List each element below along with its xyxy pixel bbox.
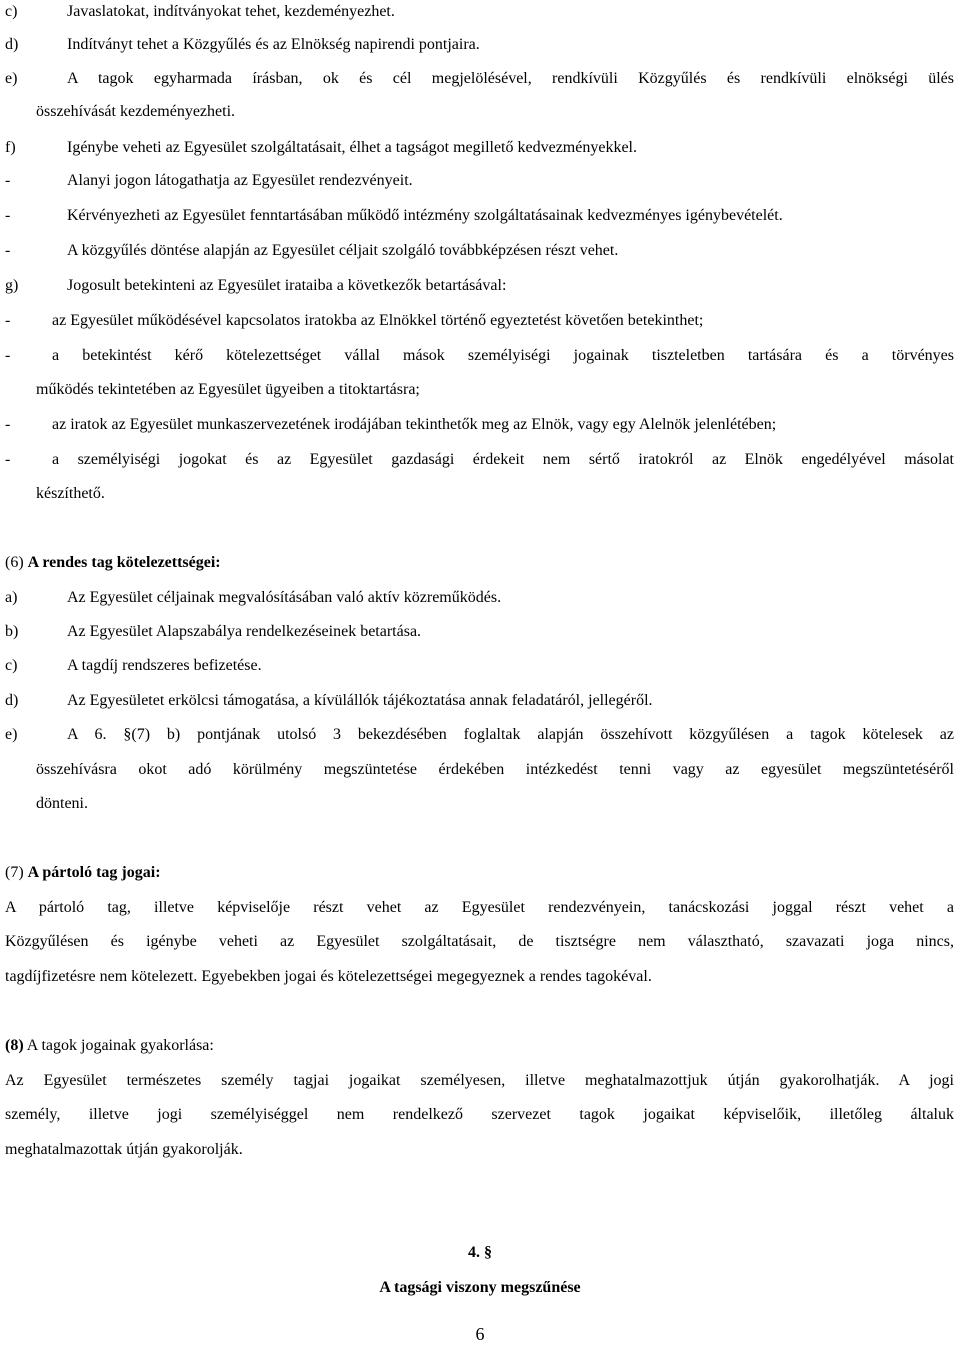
item-text: Indítványt tehet a Közgyűlés és az Elnökség napirendi pontjaira. [67, 36, 480, 53]
list-item-e-continuation [0, 792, 960, 816]
list-item-e-continuation [0, 758, 960, 782]
item-text: Javaslatokat, indítványokat tehet, kezdeményezhet. [67, 3, 395, 20]
section-title: A tagok jogainak gyakorlása: [26, 1037, 214, 1054]
dash-item [0, 413, 960, 437]
item-text: Kérvényezheti az Egyesület fenntartásában működő intézmény szolgáltatásainak kedvezményes igénybevételét. [67, 207, 783, 224]
item-text: A tagdíj rendszeres befizetése. [67, 657, 262, 674]
item-marker: d) [5, 692, 19, 709]
list-item-d [0, 689, 960, 713]
dash-item-continuation [0, 378, 960, 402]
section-title: A pártoló tag jogai: [27, 864, 161, 881]
dash-item [0, 344, 960, 368]
item-text: a személyiségi jogokat és az Egyesület gazdasági érdekeit nem sértő iratokról az Elnök engedélyével másolat [52, 451, 954, 468]
item-marker: c) [5, 657, 18, 674]
chapter-number [0, 1241, 960, 1265]
item-text: Az Egyesület céljainak megvalósításában való aktív közreműködés. [67, 589, 502, 606]
section-title: A rendes tag kötelezettségei: [27, 554, 221, 571]
item-marker: b) [5, 623, 19, 640]
list-item-b [0, 620, 960, 644]
chapter-title-text: A tagsági viszony megszűnése [379, 1279, 581, 1296]
item-text: összehívását kezdeményezheti. [36, 103, 236, 120]
list-item-f [0, 136, 960, 160]
section-heading-6 [0, 551, 960, 575]
paragraph-line [0, 1138, 960, 1162]
item-marker: g) [5, 277, 19, 294]
paragraph-text: személy, illetve jogi személyiséggel nem rendelkező szervezet tagok jogaikat képviselőik, illetőleg általuk [5, 1106, 954, 1123]
chapter-title [0, 1276, 960, 1300]
paragraph-line [0, 930, 960, 954]
dash-item-continuation [0, 482, 960, 506]
item-text: készíthető. [36, 485, 105, 502]
item-text: Az Egyesületet erkölcsi támogatása, a kívülállók tájékoztatása annak feladatáról, jellegéről. [67, 692, 653, 709]
item-marker: e) [5, 70, 18, 87]
dash-item [0, 309, 960, 333]
list-item-c [0, 654, 960, 678]
dash-marker: - [5, 347, 11, 364]
dash-item [0, 448, 960, 472]
item-text: Az Egyesület Alapszabálya rendelkezéseinek betartása. [67, 623, 422, 640]
item-marker: d) [5, 36, 19, 53]
item-text: dönteni. [36, 795, 88, 812]
paragraph-text: Az Egyesület természetes személy tagjai jogaikat személyesen, illetve meghatalmazottjuk útján gyakorolhatják. A jogi [5, 1072, 954, 1089]
item-marker: c) [5, 3, 18, 20]
list-item-a [0, 586, 960, 610]
list-item-e-continuation [0, 100, 960, 124]
item-text: összehívásra okot adó körülmény megszüntetése érdekében intézkedést tenni vagy az egyesület megszüntetéséről [36, 761, 954, 778]
dash-marker: - [5, 172, 11, 189]
item-marker: f) [5, 139, 16, 156]
item-text: működés tekintetében az Egyesület ügyeiben a titoktartásra; [36, 381, 420, 398]
dash-item [0, 169, 960, 193]
item-text: A 6. §(7) b) pontjának utolsó 3 bekezdésében foglaltak alapján összehívott közgyűlésen a tagok kötelesek az [67, 726, 954, 743]
section-number: (6) [5, 554, 24, 571]
paragraph-text: meghatalmazottak útján gyakorolják. [5, 1141, 243, 1158]
dash-marker: - [5, 207, 11, 224]
dash-marker: - [5, 451, 11, 468]
item-text: Igénybe veheti az Egyesület szolgáltatásait, élhet a tagságot megillető kedvezményekkel. [67, 139, 637, 156]
chapter-number-text: 4. § [468, 1244, 492, 1261]
list-item-g [0, 274, 960, 298]
item-marker: e) [5, 726, 18, 743]
paragraph-line [0, 965, 960, 989]
dash-item [0, 239, 960, 263]
item-text: A tagok egyharmada írásban, ok és cél megjelölésével, rendkívüli Közgyűlés és rendkívüli elnökségi ülés [67, 70, 954, 87]
paragraph-text: Közgyűlésen és igénybe veheti az Egyesület szolgáltatásait, de tisztségre nem választható, szavazati joga nincs, [5, 933, 954, 950]
section-number: (7) [5, 864, 24, 881]
paragraph-text: A pártoló tag, illetve képviselője részt vehet az Egyesület rendezvényein, tanácskozási joggal részt vehet a [5, 899, 954, 916]
page-number [0, 1322, 960, 1346]
item-text: Jogosult betekinteni az Egyesület irataiba a következők betartásával: [67, 277, 507, 294]
item-marker: a) [5, 589, 18, 606]
item-text: az Egyesület működésével kapcsolatos iratokba az Elnökkel történő egyeztetést követően betekinthet; [52, 312, 704, 329]
paragraph-text: tagdíjfizetésre nem kötelezett. Egyebekben jogai és kötelezettségei megegyeznek a rendes tagokéval. [5, 968, 652, 985]
section-number: (8) [5, 1037, 24, 1054]
page-number-text: 6 [475, 1324, 485, 1344]
list-item-e [0, 67, 960, 91]
item-text: az iratok az Egyesület munkaszervezetének irodájában tekinthetők meg az Elnök, vagy egy Alelnök jelenlétében; [52, 416, 777, 433]
list-item-c [0, 0, 960, 24]
paragraph-line [0, 896, 960, 920]
item-text: a betekintést kérő kötelezettséget vállal mások személyiségi jogainak tiszteletben tartására és a törvényes [52, 347, 954, 364]
section-heading-8 [0, 1034, 960, 1058]
paragraph-line [0, 1103, 960, 1127]
dash-marker: - [5, 312, 11, 329]
paragraph-line [0, 1069, 960, 1093]
item-text: Alanyi jogon látogathatja az Egyesület rendezvényeit. [67, 172, 413, 189]
dash-marker: - [5, 242, 11, 259]
section-heading-7 [0, 861, 960, 885]
list-item-d [0, 33, 960, 57]
list-item-e [0, 723, 960, 747]
dash-marker: - [5, 416, 11, 433]
item-text: A közgyűlés döntése alapján az Egyesület céljait szolgáló továbbképzésen részt vehet. [67, 242, 619, 259]
dash-item [0, 204, 960, 228]
